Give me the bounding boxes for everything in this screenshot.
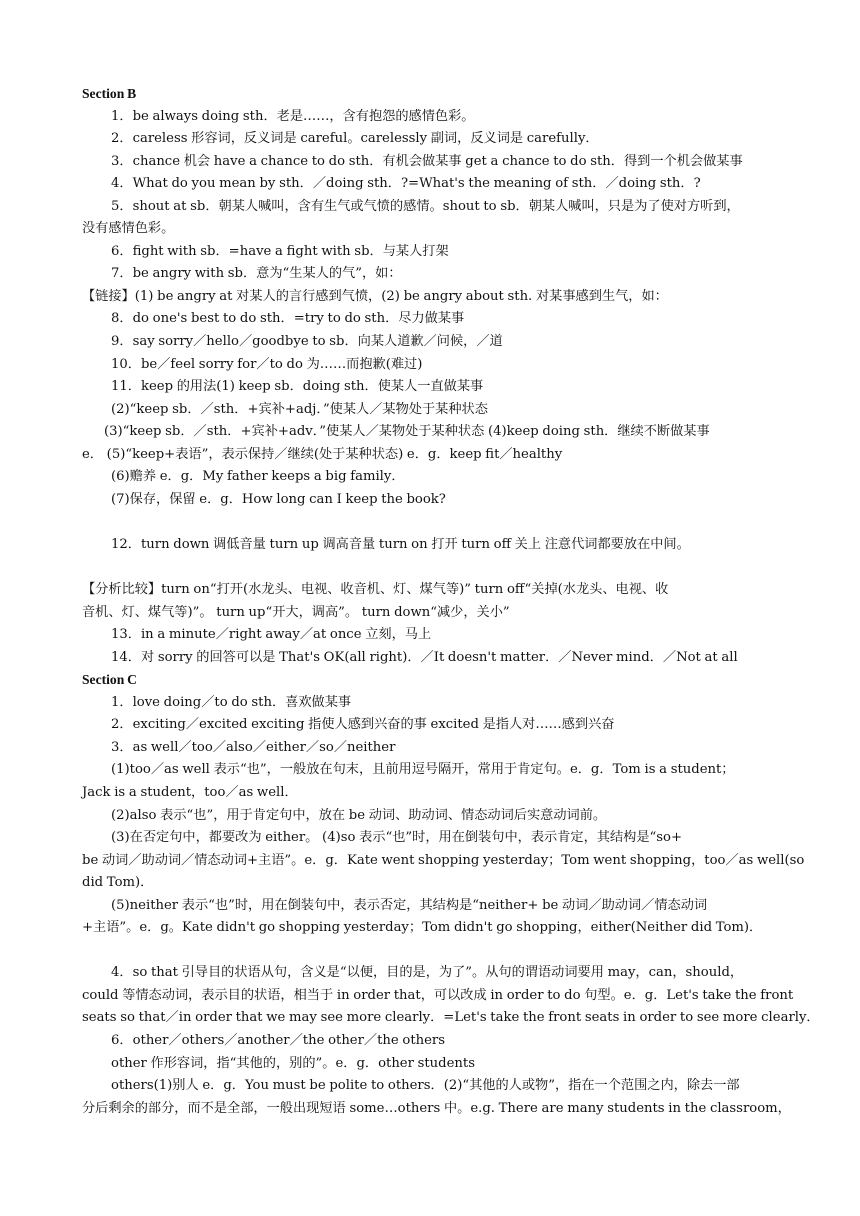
text-line: others(1)别人 e．g．You must be polite to others．(2)“其他的人或物”，指在一个范围之内，除去一部 xyxy=(111,1078,740,1094)
document-page xyxy=(82,83,820,1120)
text-line: (3)“keep sb．／sth．+宾补+adv．”使某人／某物处于某种状态 (4)keep doing sth．继续不断做某事 xyxy=(104,424,710,440)
text-line: 1．be always doing sth．老是……，含有抱怨的感情色彩。 xyxy=(111,108,475,124)
text-line: could 等情态动词，表示目的状语，相当于 in order that，可以改成 in order to do 句型。e．g．Let's take the front xyxy=(82,987,794,1003)
text-line: 音机、灯、煤气等)”。 turn up“开大，调高”。 turn down“减少，关小” xyxy=(82,604,510,620)
text-line: 4．What do you mean by sth．／doing sth．?=What's the meaning of sth．／doing sth．? xyxy=(111,176,701,192)
text-line: 3．chance 机会 have a chance to do sth．有机会做某事 get a chance to do sth．得到一个机会做某事 xyxy=(111,153,743,169)
text-line: 12．turn down 调低音量 turn up 调高音量 turn on 打开 turn off 关上 注意代词都要放在中间。 xyxy=(111,536,690,552)
blank-line xyxy=(82,511,780,534)
text-line: 10．be／feel sorry for／to do 为……而抱歉(难过) xyxy=(111,356,423,372)
text-line: did Tom)． xyxy=(82,875,154,891)
section-c-body xyxy=(82,692,820,1120)
text-line: other 作形容词，指“其他的，别的”。e．g．other students xyxy=(111,1055,475,1071)
text-line: (6)赡养 e．g．My father keeps a big family． xyxy=(111,469,405,485)
text-line: 4．so that 引导目的状语从句，含义是“以便，目的是，为了”。从句的谓语动词要用 may，can，should， xyxy=(111,965,744,981)
text-line: 【分析比较】turn on“打开(水龙头、电视、收音机、灯、煤气等)” turn off“关掉(水龙头、电视、收 xyxy=(82,582,669,598)
text-line: 8．do one's best to do sth．=try to do sth．尽力做某事 xyxy=(111,311,465,327)
text-line: 没有感情色彩。 xyxy=(82,221,175,237)
text-line: (2)also 表示“也”，用于肯定句中，放在 be 动词、助动词、情态动词后实意动词前。 xyxy=(111,807,607,823)
blank-line xyxy=(82,556,780,579)
text-line: 2．careless 形容词，反义词是 careful。carelessly 副词，反义词是 carefully． xyxy=(111,131,599,147)
text-line: (3)在否定句中，都要改为 either。 (4)so 表示“也”时，用在倒装句中，表示肯定，其结构是“so+ xyxy=(111,830,683,846)
text-line: Jack is a student，too／as well． xyxy=(82,784,298,800)
section-b-heading: Section B xyxy=(82,86,137,101)
text-line: be 动词／助动词／情态动词+主语”。e．g．Kate went shopping yesterday；Tom went shopping，too／as well(so xyxy=(82,852,805,868)
text-line: 9．say sorry／hello／goodbye to sb．向某人道歉／问候，／道 xyxy=(111,334,503,350)
text-line: 6．other／others／another／the other／the others xyxy=(111,1032,445,1048)
text-line: 11．keep 的用法(1) keep sb．doing sth．使某人一直做某事 xyxy=(111,379,484,395)
text-line: 1．love doing／to do sth．喜欢做某事 xyxy=(111,694,352,710)
text-line: (5)neither 表示“也”时，用在倒装句中，表示否定，其结构是“neither+ be 动词／助动词／情态动词 xyxy=(111,897,708,913)
text-line: 【链接】(1) be angry at 对某人的言行感到气愤，(2) be angry about sth. 对某事感到生气，如： xyxy=(82,288,668,304)
text-line: 14．对 sorry 的回答可以是 That's OK(all right)．／It doesn't matter．／Never mind．／Not at all xyxy=(111,649,738,665)
text-line: e． (5)“keep+表语”，表示保持／继续(处于某种状态) e．g．keep fit／healthy xyxy=(82,446,563,462)
text-line: (2)“keep sb．／sth．+宾补+adj．”使某人／某物处于某种状态 xyxy=(111,401,488,417)
text-line: 6．fight with sb．=have a fight with sb．与某人打架 xyxy=(111,243,449,259)
text-line: +主语”。e．g。Kate didn't go shopping yesterday；Tom didn't go shopping，either(Neither did Tom)． xyxy=(82,920,763,936)
text-line: (7)保存，保留 e．g．How long can I keep the book? xyxy=(111,491,446,507)
text-line: 3．as well／too／also／either／so／neither xyxy=(111,739,396,755)
text-line: 13．in a minute／right away／at once 立刻，马上 xyxy=(111,627,432,643)
section-b-body xyxy=(82,106,780,670)
text-line: 2．exciting／excited exciting 指使人感到兴奋的事 excited 是指人对……感到兴奋 xyxy=(111,717,615,733)
text-line: 分后剩余的部分，而不是全部，一般出现短语 some…others 中。e.g. There are many students in the classroom， xyxy=(82,1100,791,1116)
text-line: seats so that／in order that we may see more clearly．=Let's take the front seats in order to see more clearly． xyxy=(82,1010,820,1026)
blank-line xyxy=(82,940,780,963)
section-c-heading: Section C xyxy=(82,672,138,688)
text-line: 7．be angry with sb．意为“生某人的气”，如： xyxy=(111,266,402,282)
text-line: 5．shout at sb．朝某人喊叫，含有生气或气愤的感情。shout to sb．朝某人喊叫，只是为了使对方听到， xyxy=(111,198,740,214)
text-line: (1)too／as well 表示“也”，一般放在句末，且前用逗号隔开，常用于肯定句。e．g．Tom is a student； xyxy=(111,762,735,778)
